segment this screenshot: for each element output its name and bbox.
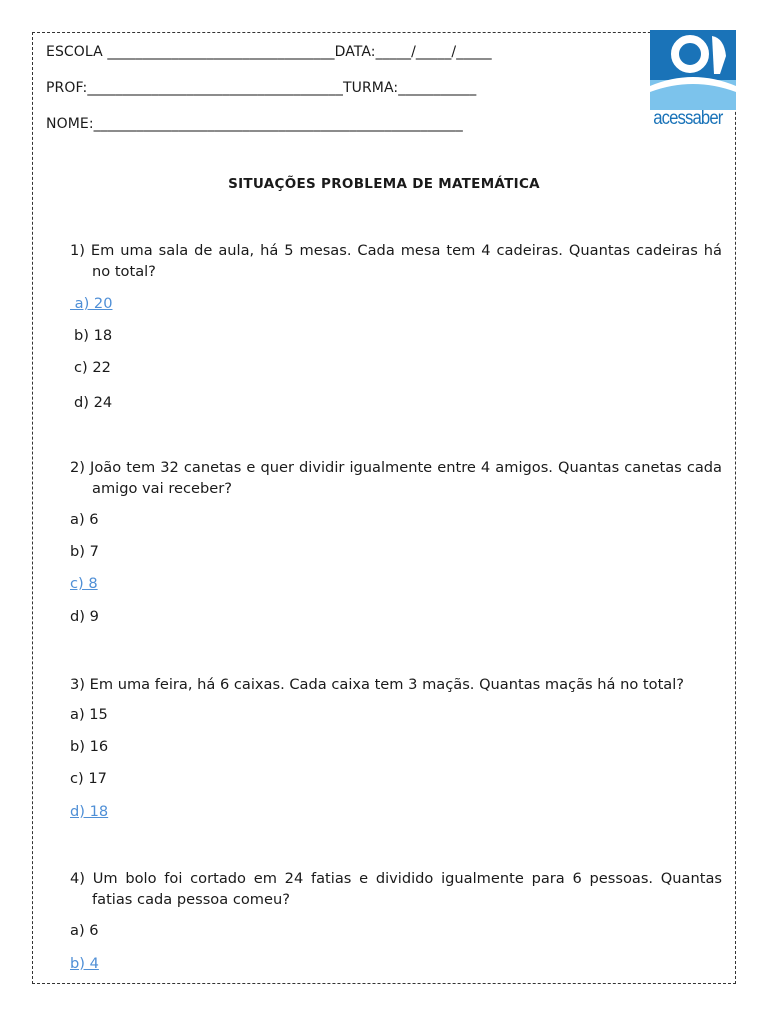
- question-4: 4) Um bolo foi cortado em 24 fatias e dividido igualmente para 6 pessoas. Quantas fatias cada pessoa comeu?: [70, 870, 722, 908]
- q4-option-b-answer: b) 4: [70, 955, 99, 972]
- q2-option-d: d) 9: [70, 608, 99, 625]
- q1-option-c: c) 22: [74, 359, 111, 376]
- page-border: [32, 32, 736, 984]
- acessaber-logo: [650, 30, 736, 134]
- q3-option-c: c) 17: [70, 770, 107, 787]
- question-2: 2) João tem 32 canetas e quer dividir igualmente entre 4 amigos. Quantas canetas cada amigo vai receber?: [70, 459, 722, 497]
- q1-option-a-answer: a) 20: [70, 295, 113, 312]
- acessaber-logo-icon: [650, 30, 736, 110]
- page-title: SITUAÇÕES PROBLEMA DE MATEMÁTICA: [228, 176, 540, 192]
- q2-option-c-answer: c) 8: [70, 575, 98, 592]
- question-3: 3) Em uma feira, há 6 caixas. Cada caixa tem 3 maçãs. Quantas maçãs há no total?: [70, 676, 685, 693]
- q4-option-a: a) 6: [70, 922, 99, 939]
- q3-option-b: b) 16: [70, 738, 109, 755]
- question-1: 1) Em uma sala de aula, há 5 mesas. Cada mesa tem 4 cadeiras. Quantas cadeiras há no total?: [70, 242, 722, 280]
- q1-option-b: b) 18: [74, 327, 113, 344]
- q2-option-b: b) 7: [70, 543, 99, 560]
- q3-option-a: a) 15: [70, 706, 108, 723]
- q1-option-d: d) 24: [74, 394, 113, 411]
- q3-option-d-answer: d) 18: [70, 803, 109, 820]
- escola-date-line: ESCOLA ________________________________DATA:_____/_____/_____: [46, 44, 492, 60]
- logo-wordmark: acessaber: [653, 108, 723, 129]
- q2-option-a: a) 6: [70, 511, 99, 528]
- prof-turma-line: PROF:____________________________________TURMA:___________: [46, 80, 477, 96]
- nome-line: NOME:____________________________________________________: [46, 116, 463, 132]
